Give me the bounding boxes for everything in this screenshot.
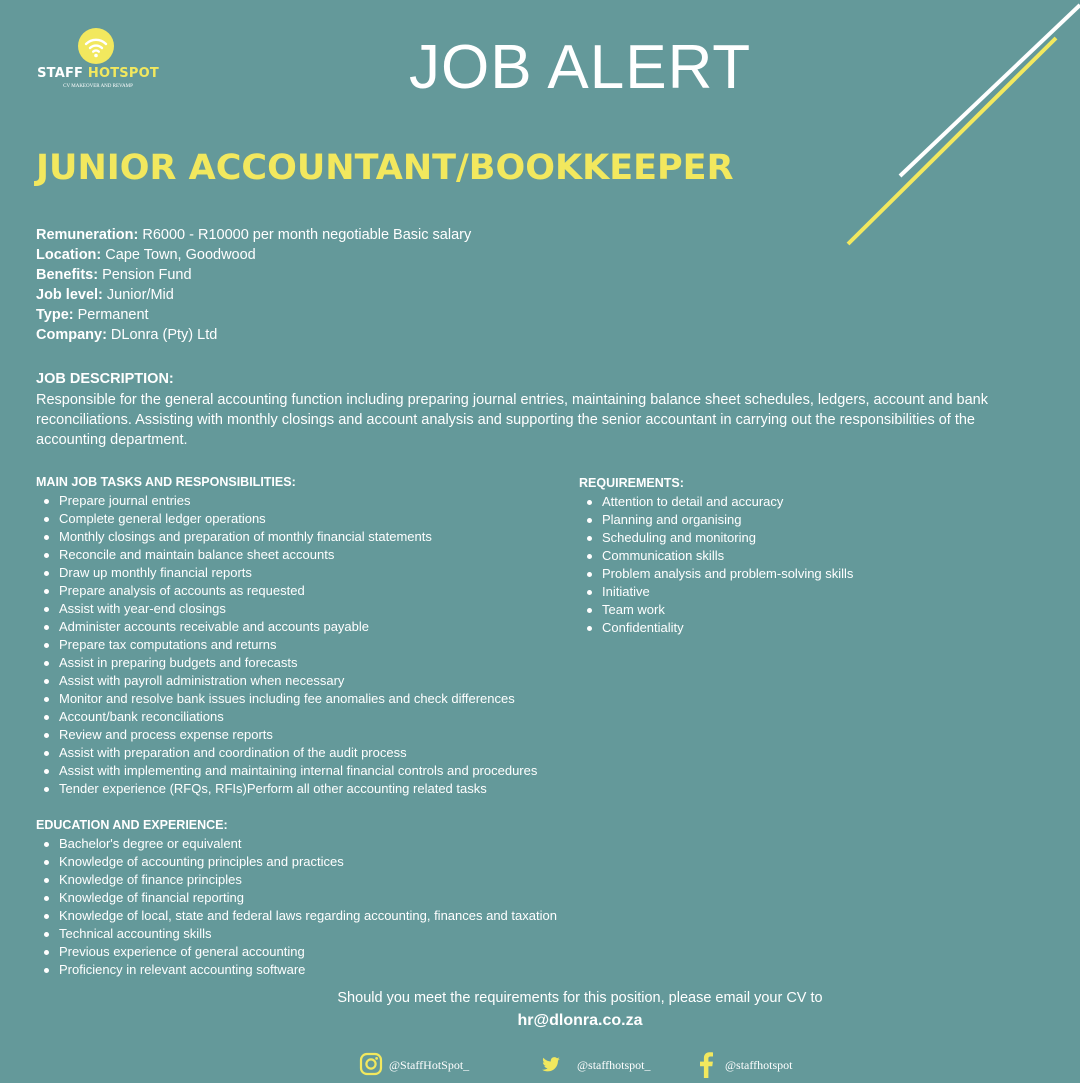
- list-item: Knowledge of local, state and federal laws regarding accounting, finances and taxation: [36, 907, 557, 925]
- staff-hotspot-logo: [28, 26, 178, 96]
- tasks-heading: MAIN JOB TASKS AND RESPONSIBILITIES:: [36, 475, 296, 489]
- twitter-icon: [541, 1057, 561, 1078]
- social-facebook[interactable]: [698, 1052, 818, 1078]
- education-heading: EDUCATION AND EXPERIENCE:: [36, 818, 228, 832]
- apply-email-link[interactable]: hr@dlonra.co.za: [517, 1012, 643, 1029]
- list-item: Account/bank reconciliations: [36, 708, 537, 726]
- list-item: Assist with preparation and coordination of the audit process: [36, 744, 537, 762]
- description-text: Responsible for the general accounting function including preparing journal entries, maintaining balance sheet schedules, ledgers, account and bank reconciliations. Assisting with monthly closings and account analysis and supporting the senior accountant in carrying out the responsibilities of the accounting department.: [36, 392, 988, 448]
- education-list: [36, 835, 557, 979]
- list-item: Reconcile and maintain balance sheet accounts: [36, 546, 537, 564]
- list-item: Proficiency in relevant accounting software: [36, 961, 557, 979]
- list-item: Previous experience of general accounting: [36, 943, 557, 961]
- requirements-list: [579, 493, 853, 637]
- instagram-icon: [359, 1052, 383, 1081]
- list-item: Monthly closings and preparation of monthly financial statements: [36, 528, 537, 546]
- social-twitter[interactable]: [541, 1052, 681, 1078]
- list-item: Complete general ledger operations: [36, 510, 537, 528]
- detail-company: Company: DLonra (Pty) Ltd: [36, 327, 218, 343]
- detail-job-level: Job level: Junior/Mid: [36, 287, 174, 303]
- list-item: Attention to detail and accuracy: [579, 493, 853, 511]
- list-item: Knowledge of financial reporting: [36, 889, 557, 907]
- twitter-handle: @staffhotspot_: [577, 1058, 651, 1072]
- detail-benefits: Benefits: Pension Fund: [36, 267, 192, 283]
- list-item: Technical accounting skills: [36, 925, 557, 943]
- list-item: Initiative: [579, 583, 853, 601]
- list-item: Problem analysis and problem-solving skills: [579, 565, 853, 583]
- list-item: Administer accounts receivable and accounts payable: [36, 618, 537, 636]
- list-item: Monitor and resolve bank issues including fee anomalies and check differences: [36, 690, 537, 708]
- instagram-handle: @StaffHotSpot_: [389, 1058, 470, 1072]
- list-item: Bachelor's degree or equivalent: [36, 835, 557, 853]
- list-item: Assist in preparing budgets and forecasts: [36, 654, 537, 672]
- list-item: Tender experience (RFQs, RFIs)Perform all other accounting related tasks: [36, 780, 537, 798]
- description-heading: JOB DESCRIPTION:: [36, 371, 174, 387]
- detail-location: Location: Cape Town, Goodwood: [36, 247, 256, 263]
- list-item: Review and process expense reports: [36, 726, 537, 744]
- facebook-icon: [698, 1052, 714, 1083]
- list-item: Scheduling and monitoring: [579, 529, 853, 547]
- detail-remuneration: Remuneration: R6000 - R10000 per month negotiable Basic salary: [36, 227, 472, 243]
- list-item: Assist with payroll administration when necessary: [36, 672, 537, 690]
- apply-instructions: Should you meet the requirements for this position, please email your CV to: [337, 990, 823, 1006]
- wifi-icon: [78, 28, 114, 64]
- brand-name: STAFF HOTSPOT: [37, 66, 159, 81]
- detail-type: Type: Permanent: [36, 307, 149, 323]
- list-item: Assist with implementing and maintaining internal financial controls and procedures: [36, 762, 537, 780]
- tasks-list: [36, 492, 537, 798]
- brand-tagline: CV MAKEOVER AND REVAMP: [63, 84, 133, 89]
- list-item: Communication skills: [579, 547, 853, 565]
- list-item: Team work: [579, 601, 853, 619]
- list-item: Prepare journal entries: [36, 492, 537, 510]
- list-item: Planning and organising: [579, 511, 853, 529]
- list-item: Prepare tax computations and returns: [36, 636, 537, 654]
- list-item: Knowledge of accounting principles and practices: [36, 853, 557, 871]
- list-item: Confidentiality: [579, 619, 853, 637]
- requirements-heading: REQUIREMENTS:: [579, 476, 684, 490]
- job-details: [36, 225, 471, 345]
- facebook-handle: @staffhotspot: [725, 1058, 793, 1072]
- page-title: JOB ALERT: [409, 33, 752, 102]
- list-item: Assist with year-end closings: [36, 600, 537, 618]
- list-item: Prepare analysis of accounts as requested: [36, 582, 537, 600]
- list-item: Draw up monthly financial reports: [36, 564, 537, 582]
- job-title: JUNIOR ACCOUNTANT/BOOKKEEPER: [36, 148, 734, 188]
- list-item: Knowledge of finance principles: [36, 871, 557, 889]
- social-instagram[interactable]: [359, 1052, 499, 1078]
